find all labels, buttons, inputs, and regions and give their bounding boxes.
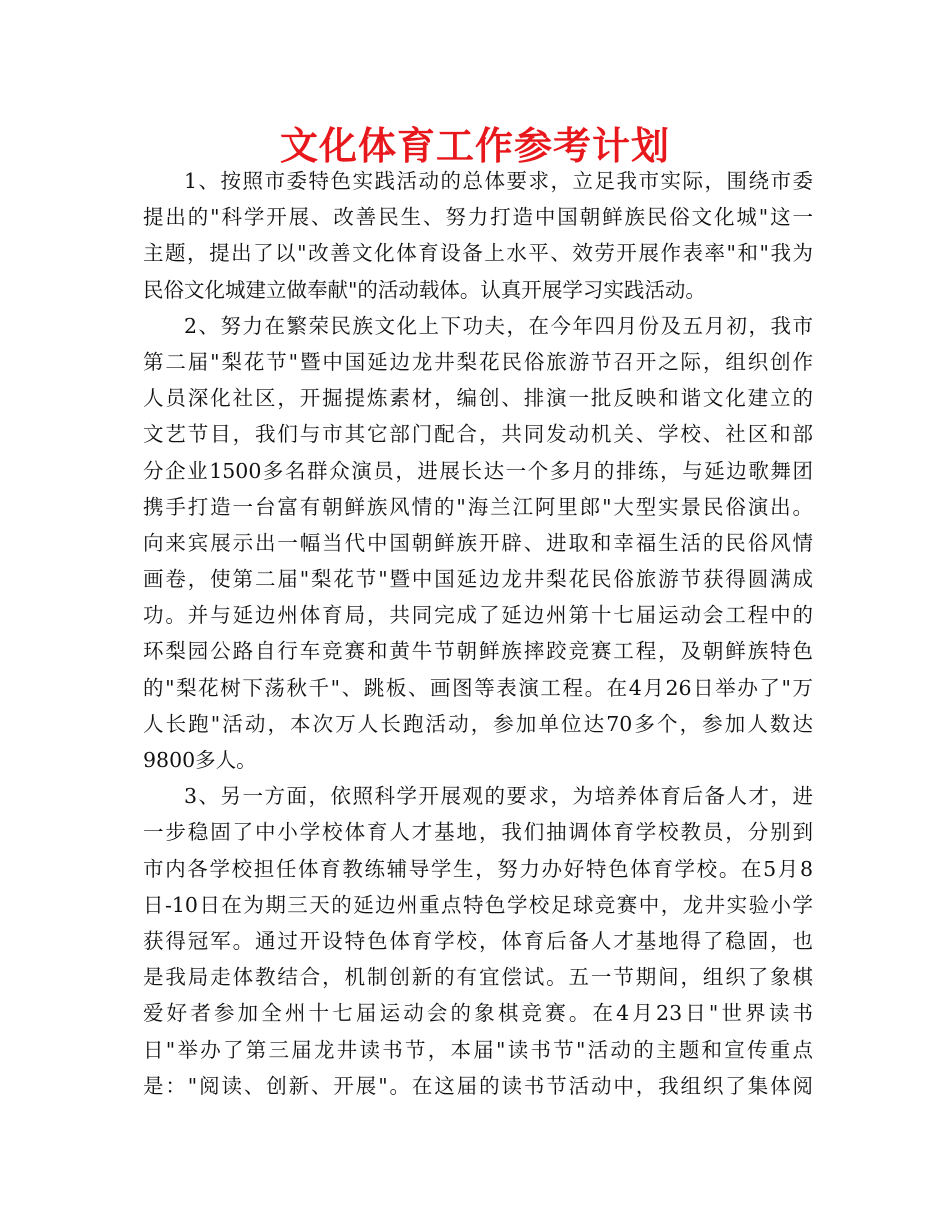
text-line: 2、努力在繁荣民族文化上下功夫，在今年四月份及五月初，我市 (184, 313, 813, 338)
text-line: 1、按照市委特色实践活动的总体要求，立足我市实际，围绕市委 (184, 169, 813, 193)
text-line: 向来宾展示出一幅当代中国朝鲜族开辟、进取和幸福生活的民俗风情 (143, 530, 813, 555)
text-line: 环梨园公路自行车竞赛和黄牛节朝鲜族摔跤竞赛工程，及朝鲜族特色 (143, 639, 813, 664)
text-line: 市内各学校担任体育教练辅导学生，努力办好特色体育学校。在5月8 (143, 856, 813, 881)
text-line: 人员深化社区，开掘提炼素材，编创、排演一批反映和谐文化建立的 (143, 386, 813, 411)
text-line: 主题，提出了以"改善文化体育设备上水平、效劳开展作表率"和"我为 (143, 241, 813, 266)
text-line: 第二届"梨花节"暨中国延边龙井梨花民俗旅游节召开之际，组织创作 (143, 349, 813, 374)
text-line: 一步稳固了中小学校体育人才基地，我们抽调体育学校教员，分别到 (143, 820, 813, 845)
text-line: 日-10日在为期三天的延边州重点特色学校足球竞赛中，龙井实验小学 (143, 892, 813, 917)
text-line: 是："阅读、创新、开展"。在这届的读书节活动中，我组织了集体阅 (143, 1073, 813, 1098)
text-line: 的"梨花树下荡秋千"、跳板、画图等表演工程。在4月26日举办了"万 (143, 675, 813, 700)
text-line: 画卷，使第二届"梨花节"暨中国延边龙井梨花民俗旅游节获得圆满成 (143, 567, 813, 592)
text-line: 功。并与延边州体育局，共同完成了延边州第十七届运动会工程中的 (143, 603, 813, 628)
document-body (143, 163, 813, 1104)
text-line: 提出的"科学开展、改善民生、努力打造中国朝鲜族民俗文化城"这一 (143, 205, 813, 230)
document-title: 文化体育工作参考计划 (279, 124, 670, 168)
text-line: 分企业1500多名群众演员，进展长达一个多月的排练，与延边歌舞团 (143, 458, 813, 483)
text-line: 人长跑"活动，本次万人长跑活动，参加单位达70多个，参加人数达 (143, 711, 813, 736)
text-line: 文艺节目，我们与市其它部门配合，共同发动机关、学校、社区和部 (143, 422, 813, 447)
text-line: 爱好者参加全州十七届运动会的象棋竞赛。在4月23日"世界读书 (143, 1001, 813, 1026)
text-line: 日"举办了第三届龙井读书节，本届"读书节"活动的主题和宣传重点 (143, 1037, 813, 1062)
text-line: 3、另一方面，依照科学开展观的要求，为培养体育后备人才，进 (184, 784, 813, 809)
text-line: 携手打造一台富有朝鲜族风情的"海兰江阿里郎"大型实景民俗演出。 (143, 494, 813, 519)
text-line: 获得冠军。通过开设特色体育学校，体育后备人才基地得了稳固，也 (143, 928, 813, 953)
text-line: 民俗文化城建立做奉献"的活动载体。认真开展学习实践活动。 (143, 277, 706, 302)
text-line: 是我局走体教结合，机制创新的有宜偿试。五一节期间，组织了象棋 (143, 965, 813, 990)
text-line: 9800多人。 (143, 748, 257, 772)
